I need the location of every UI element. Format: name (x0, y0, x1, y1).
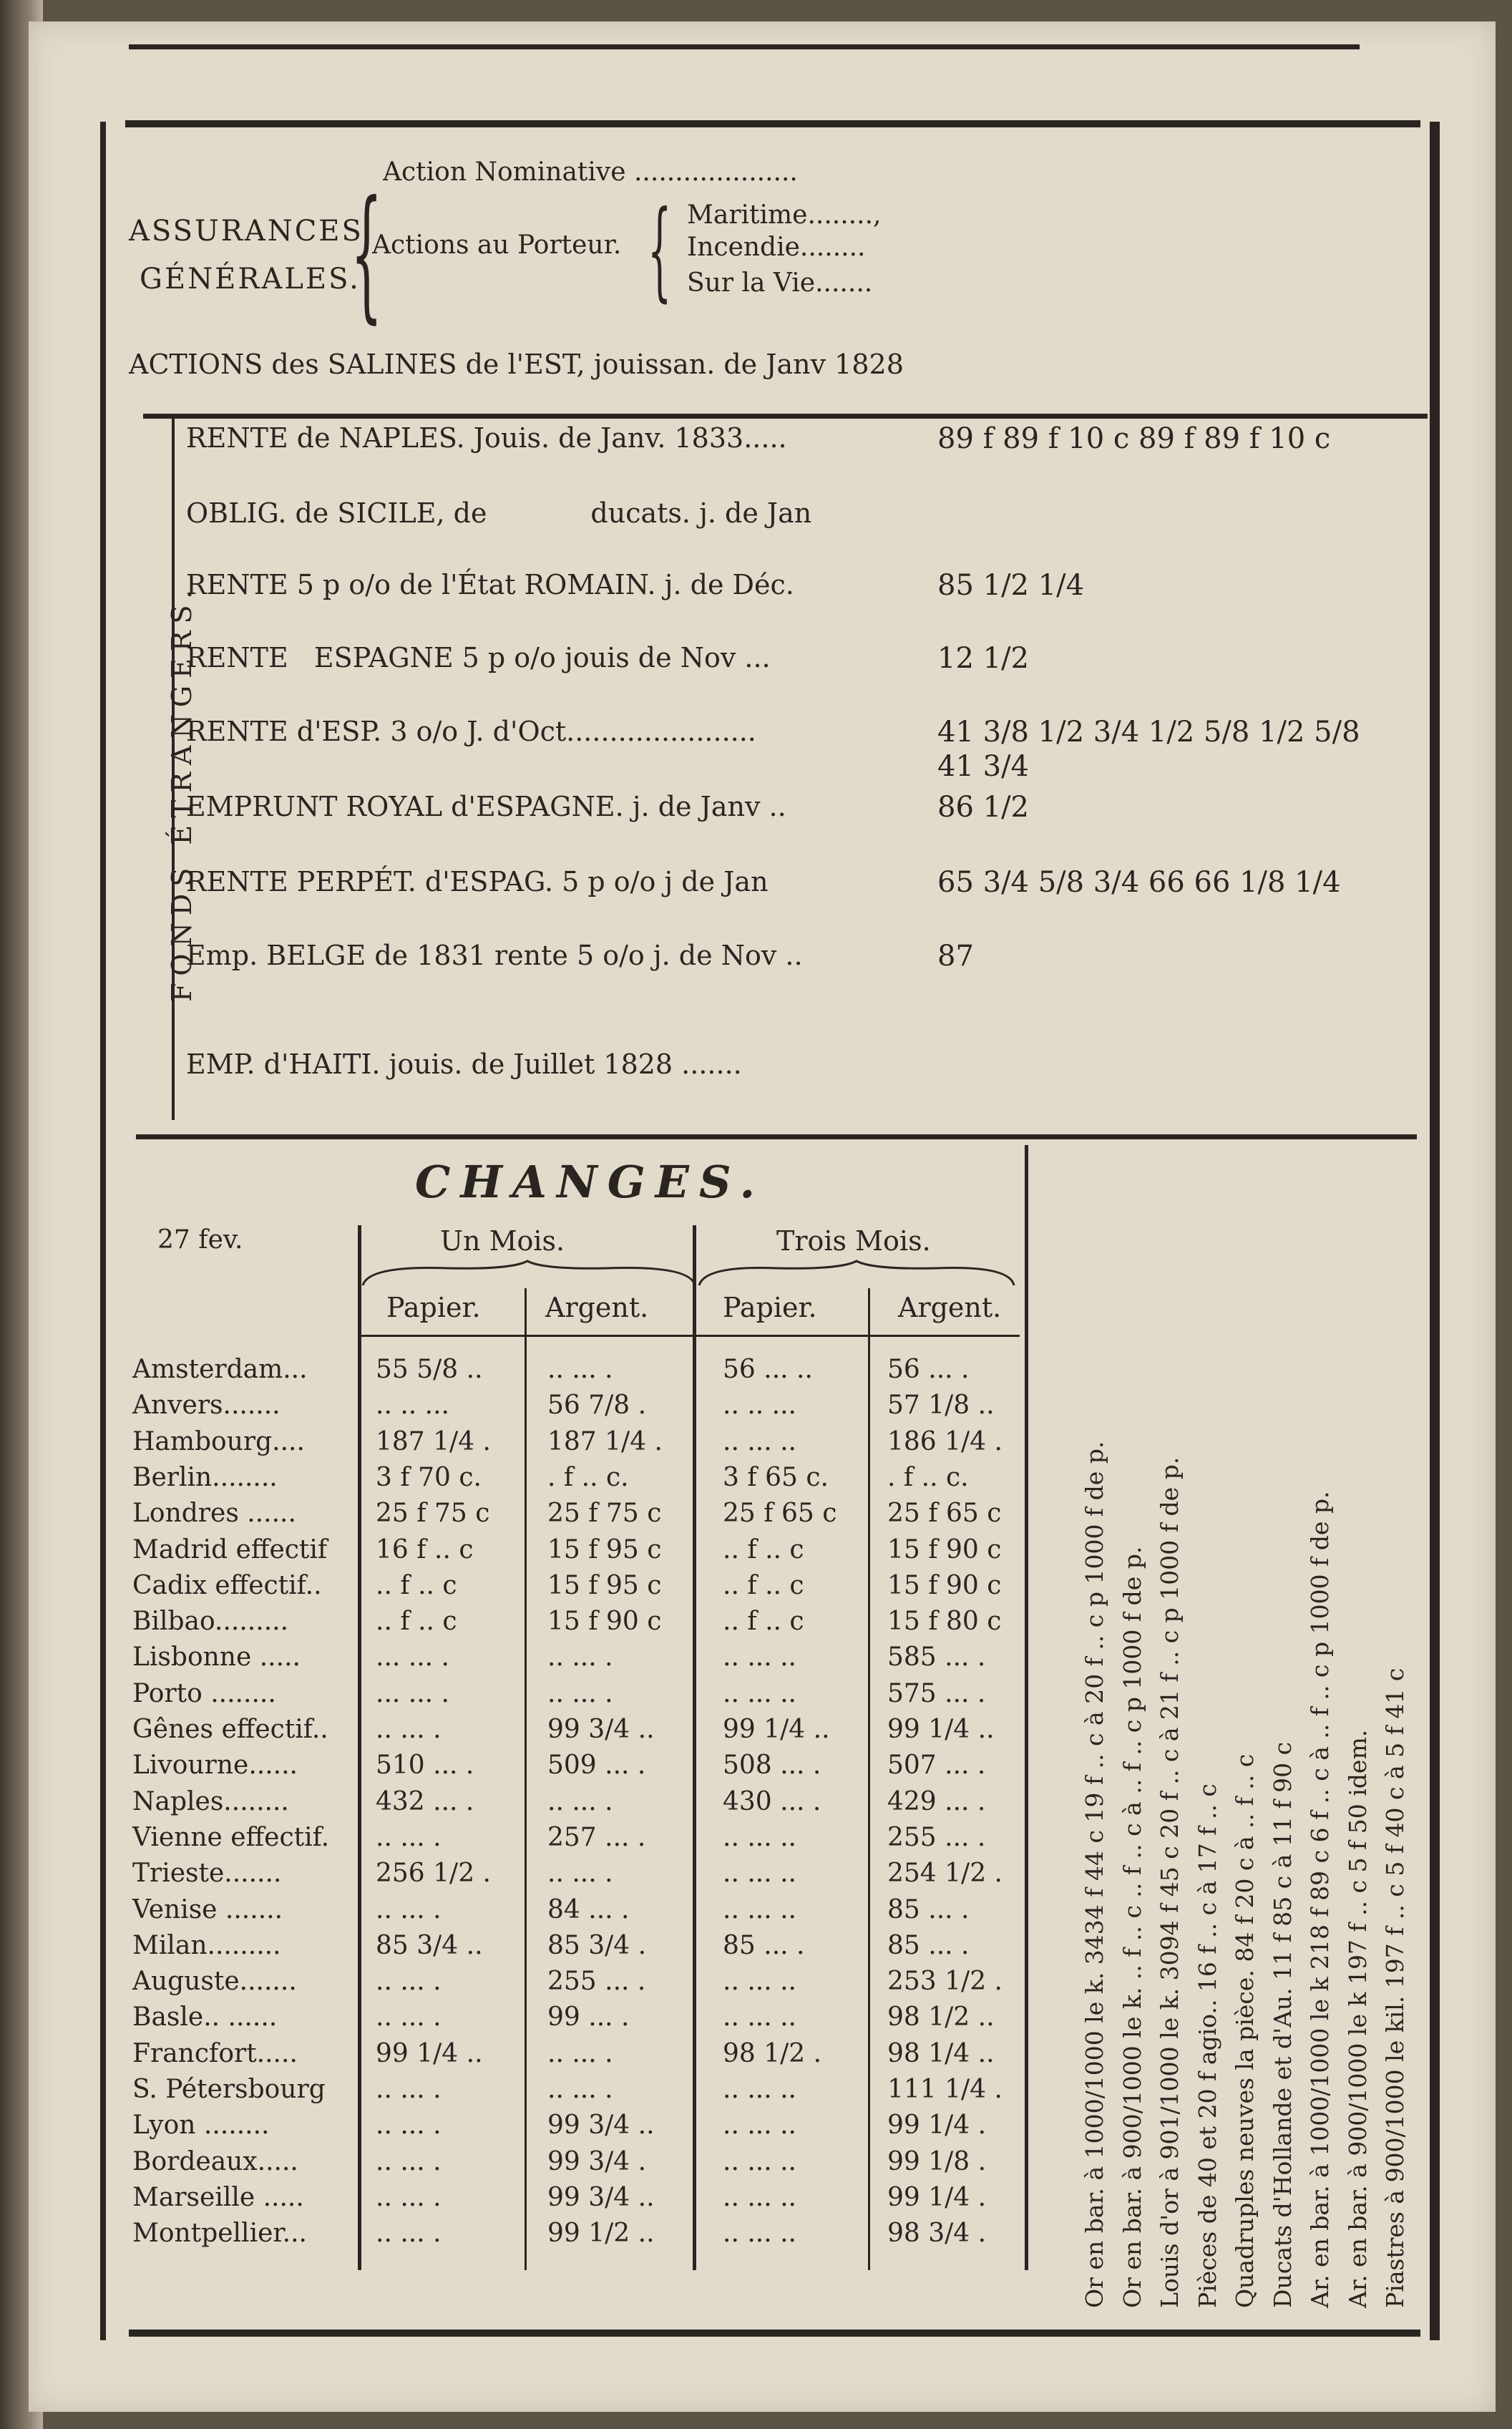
metal-rate-column: Quadruples neuves la pièce. 84 f 20 c à .. f .. c (1231, 1753, 1259, 2308)
trois-mois-argent: 507 ... . (887, 1751, 986, 1781)
exchange-row (132, 2147, 1041, 2183)
trois-mois-argent: 25 f 65 c (887, 1499, 1002, 1529)
trois-mois-argent: 255 ... . (887, 1822, 986, 1852)
trois-mois-heading: Trois Mois. (776, 1225, 931, 1257)
trois-mois-argent: 57 1/8 .. (887, 1391, 995, 1421)
trois-mois-argent: 429 ... . (887, 1786, 986, 1816)
city-name: Madrid effectif (132, 1534, 328, 1564)
fonds-row (186, 1048, 1403, 1091)
changes-title: CHANGES. (415, 1156, 766, 1208)
exchange-row (132, 1787, 1041, 1823)
header-underline (358, 1335, 1020, 1337)
trois-mois-argent: 98 1/4 .. (887, 2038, 995, 2068)
un-mois-argent: 99 3/4 . (547, 2146, 647, 2176)
city-name: Venise ....... (132, 1894, 283, 1924)
un-mois-argent: 84 ... . (547, 1894, 630, 1924)
fonds-value: 86 1/2 (937, 791, 1029, 824)
exchange-row (132, 2111, 1041, 2146)
un-mois-papier: .. ... . (376, 2075, 442, 2104)
exchange-row (132, 1895, 1041, 1931)
un-mois-argent: . f .. c. (547, 1462, 629, 1492)
un-mois-argent: .. ... . (547, 1678, 613, 1708)
exchange-row (132, 2002, 1041, 2038)
un-mois-papier: .. .. ... (376, 1391, 449, 1421)
un-mois-papier: ... ... . (376, 1642, 449, 1673)
un-mois-argent: 99 ... . (547, 2002, 630, 2033)
fonds-label: RENTE d'ESP. 3 o/o J. d'Oct...................... (186, 716, 756, 747)
actions-salines: ACTIONS des SALINES de l'EST, jouissan. de Janv 1828 (129, 349, 904, 380)
un-mois-brace (361, 1260, 698, 1288)
city-name: Marseille ..... (132, 2182, 304, 2212)
trois-mois-argent: 15 f 80 c (887, 1607, 1002, 1637)
city-name: Londres ...... (132, 1499, 296, 1529)
fonds-value: 12 1/2 (937, 642, 1029, 675)
trois-mois-papier: .. f .. c (723, 1570, 804, 1600)
exchange-row (132, 1715, 1041, 1751)
trois-mois-argent: 85 ... . (887, 1930, 970, 1960)
city-name: Montpellier... (132, 2219, 307, 2249)
trois-mois-argent: 99 1/4 .. (887, 1715, 995, 1744)
un-mois-argent: 99 3/4 .. (547, 2182, 655, 2212)
trois-mois-papier: .. ... .. (723, 2219, 796, 2249)
un-mois-papier: .. ... . (376, 2002, 442, 2033)
trois-mois-argent: 99 1/4 . (887, 2182, 987, 2212)
city-name: Amsterdam... (132, 1355, 308, 1384)
fonds-value: 85 1/2 1/4 (937, 569, 1085, 602)
trois-mois-argent: 85 ... . (887, 1894, 970, 1924)
fonds-row (186, 422, 1403, 465)
exchange-row (132, 1571, 1041, 1607)
trois-mois-papier: .. ... .. (723, 1642, 796, 1673)
un-mois-argent: 85 3/4 . (547, 1930, 647, 1960)
city-name: Bilbao......... (132, 1607, 289, 1637)
city-name: Milan......... (132, 1930, 281, 1960)
trois-mois-argent: 15 f 90 c (887, 1570, 1002, 1600)
incendie: Incendie........ (687, 233, 866, 262)
fonds-value: 89 f 89 f 10 c 89 f 89 f 10 c (937, 422, 1331, 455)
trois-mois-papier: .. ... .. (723, 1894, 796, 1924)
sur-la-vie: Sur la Vie....... (687, 268, 873, 298)
metal-rate-column: Piastres à 900/1000 le kil. 197 f .. c 5 f 40 c à 5 f 41 c (1381, 1668, 1409, 2308)
un-mois-argent: 25 f 75 c (547, 1499, 662, 1529)
fonds-label: EMPRUNT ROYAL d'ESPAGNE. j. de Janv .. (186, 791, 786, 822)
exchange-row (132, 2219, 1041, 2254)
trois-mois-papier: .. ... .. (723, 2146, 796, 2176)
papier-heading-2: Papier. (723, 1292, 817, 1323)
un-mois-argent: 15 f 95 c (547, 1570, 662, 1600)
metal-rate-column: Ar. en bar. à 1000/1000 le k 218 f 89 c 6 f .. c à .. f .. c p 1000 f de p. (1306, 1491, 1334, 2308)
exchange-row (132, 1391, 1041, 1426)
city-name: Hambourg.... (132, 1426, 305, 1456)
exchange-row (132, 2183, 1041, 2219)
un-mois-papier: .. f .. c (376, 1607, 457, 1637)
assurances-title-2: GÉNÉRALES. (140, 263, 361, 296)
un-mois-argent: 255 ... . (547, 1967, 646, 1997)
city-name: Bordeaux..... (132, 2146, 298, 2176)
argent-heading-1: Argent. (545, 1292, 649, 1323)
fonds-etrangers-title: FONDS ÉTRANGERS. (166, 583, 197, 1002)
metal-rate-column: Or en bar. à 900/1000 le k. .. f .. c .. f .. c à .. f .. c p 1000 f de p. (1118, 1546, 1146, 2308)
un-mois-argent: 99 3/4 .. (547, 2111, 655, 2141)
trois-mois-papier: .. ... .. (723, 1967, 796, 1997)
trois-mois-papier: .. f .. c (723, 1534, 804, 1564)
trois-mois-papier: 430 ... . (723, 1786, 821, 1816)
fonds-value-continued: 41 3/4 (937, 750, 1029, 783)
fonds-label: EMP. d'HAITI. jouis. de Juillet 1828 ....... (186, 1048, 742, 1080)
trois-mois-argent: 99 1/8 . (887, 2146, 987, 2176)
fonds-value: 41 3/8 1/2 3/4 1/2 5/8 1/2 5/8 (937, 716, 1360, 749)
exchange-row (132, 1823, 1041, 1859)
un-mois-argent: .. ... . (547, 1355, 613, 1384)
trois-mois-papier: 98 1/2 . (723, 2038, 822, 2068)
city-name: Naples........ (132, 1786, 289, 1816)
trois-mois-papier: 25 f 65 c (723, 1499, 837, 1529)
exchange-row (132, 1355, 1041, 1391)
city-name: Vienne effectif. (132, 1822, 330, 1852)
trois-mois-brace (698, 1260, 1016, 1288)
fonds-label: RENTE 5 p o/o de l'État ROMAIN. j. de Déc. (186, 569, 794, 600)
un-mois-argent: 99 3/4 .. (547, 1715, 655, 1744)
exchange-row (132, 1607, 1041, 1642)
trois-mois-argent: 575 ... . (887, 1678, 986, 1708)
fonds-value: 65 3/4 5/8 3/4 66 66 1/8 1/4 (937, 866, 1341, 899)
trois-mois-papier: .. ... .. (723, 2182, 796, 2212)
exchange-row (132, 2039, 1041, 2075)
exchange-row (132, 1463, 1041, 1499)
un-mois-papier: 55 5/8 .. (376, 1355, 483, 1384)
trois-mois-argent: 254 1/2 . (887, 1859, 1003, 1889)
fonds-top-rule (143, 414, 1428, 419)
city-name: Francfort..... (132, 2038, 298, 2068)
trois-mois-papier: .. ... .. (723, 1822, 796, 1852)
trois-mois-argent: 15 f 90 c (887, 1534, 1002, 1564)
exchange-row (132, 1499, 1041, 1534)
city-name: Trieste....... (132, 1859, 282, 1889)
bottom-rule (129, 2330, 1420, 2337)
un-mois-argent: 56 7/8 . (547, 1391, 647, 1421)
exchange-row (132, 1751, 1041, 1786)
changes-date: 27 fev. (157, 1225, 243, 1255)
un-mois-heading: Un Mois. (440, 1225, 565, 1257)
un-mois-papier: 16 f .. c (376, 1534, 474, 1564)
assurances-title-1: ASSURANCES (129, 215, 364, 248)
fonds-row (186, 791, 1403, 834)
trois-mois-argent: 253 1/2 . (887, 1967, 1003, 1997)
exchange-row (132, 1427, 1041, 1463)
un-mois-argent: 15 f 95 c (547, 1534, 662, 1564)
un-mois-papier: 25 f 75 c (376, 1499, 490, 1529)
un-mois-papier: 256 1/2 . (376, 1859, 491, 1889)
metal-rate-column: Pièces de 40 et 20 f agio.. 16 f .. c à 17 f .. c (1193, 1783, 1221, 2308)
trois-mois-papier: .. ... .. (723, 2002, 796, 2033)
trois-mois-papier: 99 1/4 .. (723, 1715, 830, 1744)
un-mois-papier: 432 ... . (376, 1786, 474, 1816)
un-mois-argent: .. ... . (547, 1786, 613, 1816)
exchange-row (132, 2075, 1041, 2111)
un-mois-argent: .. ... . (547, 1859, 613, 1889)
city-name: Anvers....... (132, 1391, 281, 1421)
un-mois-papier: 3 f 70 c. (376, 1462, 482, 1492)
exchange-row (132, 1679, 1041, 1715)
exchange-row (132, 1535, 1041, 1571)
metal-rate-column: Ar. en bar. à 900/1000 le k 197 f .. c 5 f 50 idem. (1343, 1729, 1372, 2308)
un-mois-argent: 99 1/2 .. (547, 2219, 655, 2249)
fonds-row (186, 716, 1403, 787)
un-mois-papier: ... ... . (376, 1678, 449, 1708)
un-mois-argent: 257 ... . (547, 1822, 646, 1852)
trois-mois-argent: 186 1/4 . (887, 1426, 1003, 1456)
city-name: S. Pétersbourg (132, 2075, 326, 2104)
fonds-row (186, 940, 1403, 983)
action-nominative: Action Nominative .................... (383, 157, 798, 187)
trois-mois-papier: 85 ... . (723, 1930, 805, 1960)
city-name: Auguste....... (132, 1967, 297, 1997)
un-mois-papier: .. ... . (376, 2111, 442, 2141)
trois-mois-argent: . f .. c. (887, 1462, 969, 1492)
trois-mois-papier: 56 ... .. (723, 1355, 813, 1384)
un-mois-argent: 187 1/4 . (547, 1426, 663, 1456)
metal-rate-column: Or en bar. à 1000/1000 le k. 3434 f 44 c 19 f .. c à 20 f .. c p 1000 f de p. (1081, 1441, 1108, 2308)
fonds-row (186, 569, 1403, 612)
fonds-label: RENTE PERPÉT. d'ESPAG. 5 p o/o j de Jan (186, 866, 769, 897)
un-mois-papier: 510 ... . (376, 1751, 474, 1781)
un-mois-papier: 187 1/4 . (376, 1426, 491, 1456)
trois-mois-papier: .. .. ... (723, 1391, 796, 1421)
trois-mois-argent: 56 ... . (887, 1355, 970, 1384)
city-name: Gênes effectif.. (132, 1715, 328, 1744)
changes-top-rule (136, 1134, 1417, 1139)
un-mois-argent: .. ... . (547, 1642, 613, 1673)
fonds-label: RENTE ESPAGNE 5 p o/o jouis de Nov ... (186, 642, 771, 673)
fonds-label: OBLIG. de SICILE, de ducats. j. de Jan (186, 497, 812, 529)
un-mois-argent: .. ... . (547, 2038, 613, 2068)
un-mois-papier: .. ... . (376, 2146, 442, 2176)
un-mois-papier: .. ... . (376, 1715, 442, 1744)
trois-mois-papier: .. ... .. (723, 1678, 796, 1708)
trois-mois-argent: 585 ... . (887, 1642, 986, 1673)
brace-left: { (351, 170, 383, 337)
papier-heading-1: Papier. (386, 1292, 481, 1323)
city-name: Livourne...... (132, 1751, 298, 1781)
maritime: Maritime........, (687, 200, 882, 230)
top-rule (129, 44, 1360, 49)
city-name: Basle.. ...... (132, 2002, 278, 2033)
trois-mois-papier: .. ... .. (723, 1426, 796, 1456)
un-mois-papier: .. ... . (376, 1894, 442, 1924)
trois-mois-argent: 98 3/4 . (887, 2219, 987, 2249)
trois-mois-papier: .. ... .. (723, 1859, 796, 1889)
trois-mois-papier: .. ... .. (723, 2111, 796, 2141)
fonds-row (186, 497, 1403, 540)
trois-mois-papier: .. ... .. (723, 2075, 796, 2104)
argent-heading-2: Argent. (898, 1292, 1002, 1323)
fonds-label: RENTE de NAPLES. Jouis. de Janv. 1833..... (186, 422, 787, 454)
city-name: Lyon ........ (132, 2111, 270, 2141)
city-name: Berlin........ (132, 1462, 278, 1492)
un-mois-papier: .. f .. c (376, 1570, 457, 1600)
metal-rate-column: Louis d'or à 901/1000 le k. 3094 f 45 c 20 f .. c à 21 f .. c p 1000 f de p. (1156, 1456, 1184, 2308)
brace-right: { (648, 188, 672, 313)
exchange-row (132, 1931, 1041, 1967)
fonds-row (186, 642, 1403, 685)
trois-mois-papier: .. f .. c (723, 1607, 804, 1637)
fonds-label: Emp. BELGE de 1831 rente 5 o/o j. de Nov .. (186, 940, 803, 971)
un-mois-papier: 99 1/4 .. (376, 2038, 483, 2068)
un-mois-papier: .. ... . (376, 2182, 442, 2212)
fonds-row (186, 866, 1403, 909)
trois-mois-papier: 3 f 65 c. (723, 1462, 829, 1492)
un-mois-argent: 509 ... . (547, 1751, 646, 1781)
city-name: Porto ........ (132, 1678, 276, 1708)
city-name: Lisbonne ..... (132, 1642, 301, 1673)
exchange-row (132, 1642, 1041, 1678)
trois-mois-argent: 98 1/2 .. (887, 2002, 995, 2033)
un-mois-argent: .. ... . (547, 2075, 613, 2104)
city-name: Cadix effectif.. (132, 1570, 322, 1600)
actions-au-porteur: Actions au Porteur. (372, 230, 622, 260)
fonds-value: 87 (937, 940, 974, 973)
exchange-row (132, 1859, 1041, 1894)
un-mois-argent: 15 f 90 c (547, 1607, 662, 1637)
metal-rate-column: Ducats d'Hollande et d'Au. 11 f 85 c à 11 f 90 c (1268, 1741, 1297, 2308)
un-mois-papier: 85 3/4 .. (376, 1930, 483, 1960)
un-mois-papier: .. ... . (376, 2219, 442, 2249)
trois-mois-argent: 99 1/4 . (887, 2111, 987, 2141)
trois-mois-papier: 508 ... . (723, 1751, 821, 1781)
un-mois-papier: .. ... . (376, 1967, 442, 1997)
exchange-row (132, 1967, 1041, 2002)
un-mois-papier: .. ... . (376, 1822, 442, 1852)
trois-mois-argent: 111 1/4 . (887, 2075, 1003, 2104)
